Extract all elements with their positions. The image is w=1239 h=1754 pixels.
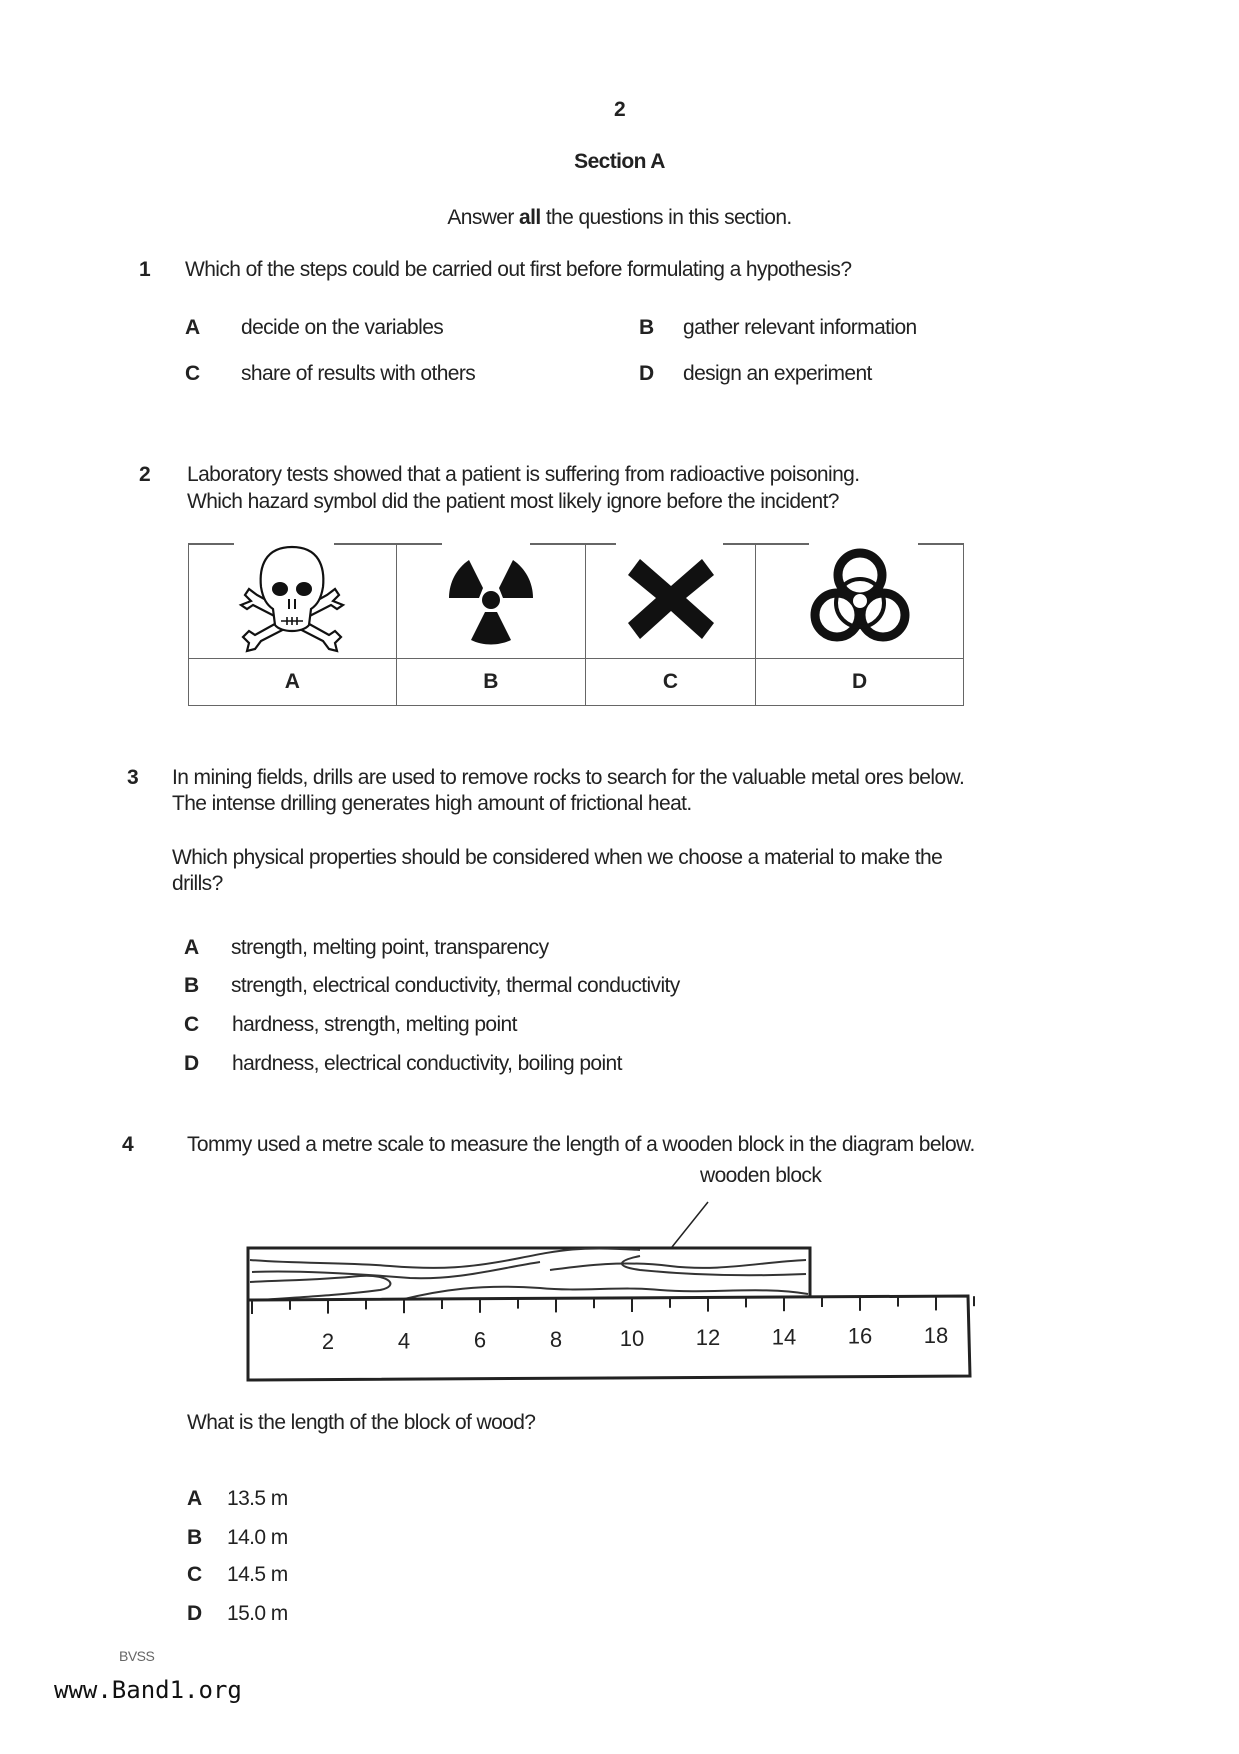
ruler-label: 12 <box>695 1325 721 1351</box>
radiation-icon <box>441 548 541 648</box>
ruler-label: 6 <box>473 1327 487 1353</box>
option-b[interactable] <box>639 316 917 340</box>
option-text: strength, melting point, transparency <box>231 936 549 959</box>
diagram-label: wooden block <box>700 1164 822 1187</box>
hazard-cell-b[interactable] <box>396 543 585 659</box>
question-text: Which of the steps could be carried out first before formulating a hypothesis? <box>185 258 852 281</box>
option-b[interactable] <box>184 974 680 998</box>
option-letter: B <box>187 1526 202 1549</box>
option-b[interactable] <box>187 1526 288 1550</box>
question-text: Tommy used a metre scale to measure the length of a wooden block in the diagram below. <box>187 1133 975 1156</box>
option-c[interactable] <box>185 362 476 386</box>
hazard-symbols-table <box>188 543 964 706</box>
question-line-2: Which hazard symbol did the patient most likely ignore before the incident? <box>187 490 839 513</box>
question-number: 2 <box>139 463 151 486</box>
option-letter: A <box>185 316 200 339</box>
hazard-label-a: A <box>189 659 397 706</box>
option-letter: C <box>185 362 200 385</box>
ruler-diagram <box>240 1190 1000 1400</box>
footer-code: BVSS <box>119 1648 155 1664</box>
option-c[interactable] <box>184 1013 517 1037</box>
harmful-x-icon <box>626 553 716 643</box>
option-letter: C <box>184 1013 199 1036</box>
wooden-block <box>248 1248 810 1304</box>
hazard-cell-d[interactable] <box>756 543 964 659</box>
option-letter: A <box>184 936 199 959</box>
hazard-label-c: C <box>585 659 755 706</box>
option-text: design an experiment <box>683 362 872 385</box>
option-text: share of results with others <box>241 362 476 385</box>
option-d[interactable] <box>187 1602 288 1626</box>
ruler-label: 4 <box>397 1328 411 1354</box>
option-d[interactable] <box>184 1052 622 1076</box>
question-prompt-line-2: drills? <box>172 872 223 895</box>
option-letter: D <box>639 362 654 385</box>
option-d[interactable] <box>639 362 872 386</box>
ruler-label: 18 <box>923 1322 949 1348</box>
option-text: decide on the variables <box>241 316 444 339</box>
option-a[interactable] <box>185 316 444 340</box>
option-text: hardness, electrical conductivity, boiling point <box>232 1052 622 1075</box>
option-text: 14.5 m <box>227 1563 288 1586</box>
hazard-label-d: D <box>756 659 964 706</box>
question-line-1: In mining fields, drills are used to remove rocks to search for the valuable metal ores below. <box>172 766 965 789</box>
option-letter: D <box>187 1602 202 1625</box>
skull-crossbones-icon <box>237 543 347 653</box>
ruler-label: 16 <box>847 1323 873 1349</box>
page-number: 2 <box>613 98 626 121</box>
option-text: 15.0 m <box>227 1602 288 1625</box>
question-line-2: The intense drilling generates high amount of frictional heat. <box>172 792 692 815</box>
option-text: 14.0 m <box>227 1526 288 1549</box>
instructions-bold: all <box>519 206 541 229</box>
option-a[interactable] <box>187 1487 288 1511</box>
footer-website[interactable]: www.Band1.org <box>54 1676 242 1704</box>
question-prompt-line-1: Which physical properties should be considered when we choose a material to make the <box>172 846 943 869</box>
biohazard-icon <box>805 543 915 653</box>
question-prompt: What is the length of the block of wood? <box>187 1411 536 1434</box>
option-letter: A <box>187 1487 202 1510</box>
option-text: strength, electrical conductivity, thermal conductivity <box>231 974 680 997</box>
option-letter: D <box>184 1052 199 1075</box>
ruler-label: 2 <box>321 1329 335 1355</box>
question-number: 4 <box>122 1133 134 1156</box>
instructions-pre: Answer <box>447 206 520 229</box>
option-text: 13.5 m <box>227 1487 288 1510</box>
ruler-label: 8 <box>549 1326 563 1352</box>
option-letter: C <box>187 1563 202 1586</box>
hazard-cell-c[interactable] <box>585 543 755 659</box>
ruler-label: 14 <box>771 1324 797 1350</box>
instructions-post: the questions in this section. <box>540 206 792 229</box>
question-number: 1 <box>139 258 151 281</box>
hazard-label-b: B <box>396 659 585 706</box>
option-c[interactable] <box>187 1563 288 1587</box>
question-number: 3 <box>127 766 139 789</box>
hazard-cell-a[interactable] <box>189 543 397 659</box>
option-a[interactable] <box>184 936 549 960</box>
question-line-1: Laboratory tests showed that a patient is suffering from radioactive poisoning. <box>187 463 860 486</box>
option-letter: B <box>184 974 199 997</box>
ruler-label: 10 <box>619 1326 645 1351</box>
section-title: Section A <box>574 150 665 173</box>
option-text: hardness, strength, melting point <box>232 1013 517 1036</box>
section-instructions <box>0 206 1239 230</box>
option-text: gather relevant information <box>683 316 917 339</box>
option-letter: B <box>639 316 654 339</box>
